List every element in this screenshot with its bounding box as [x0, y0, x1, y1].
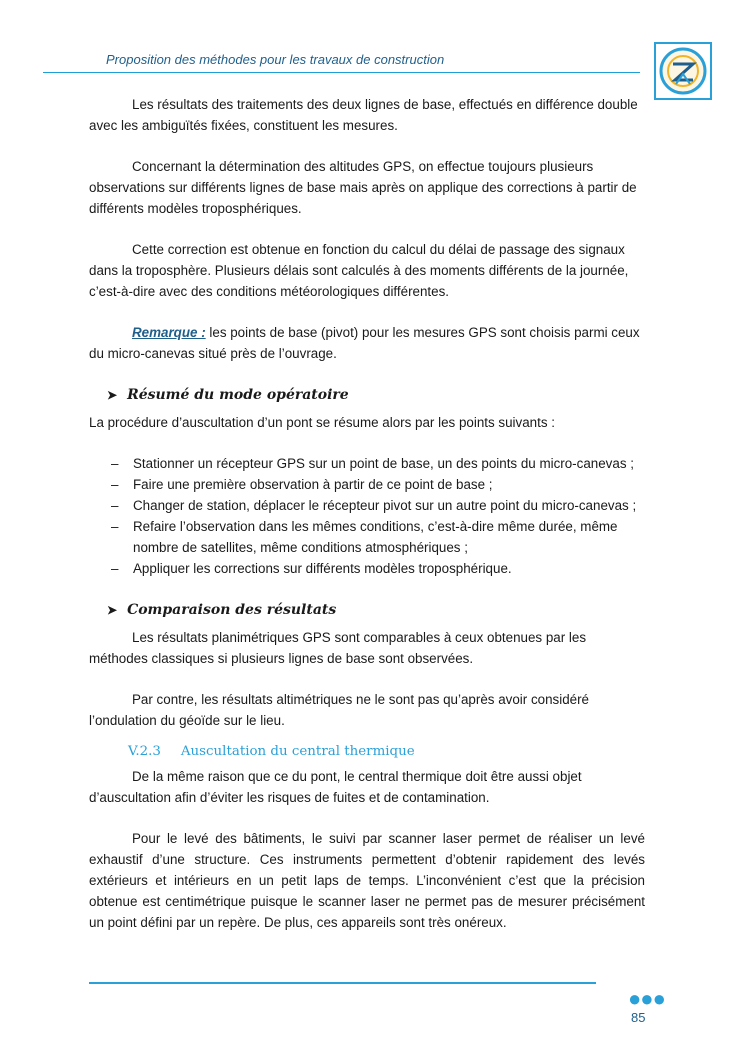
- remark-label: Remarque :: [132, 325, 206, 340]
- document-body: [89, 94, 645, 933]
- list-item-text: Changer de station, déplacer le récepteur pivot sur un autre point du micro-canevas ;: [133, 498, 637, 513]
- dash-list: [89, 453, 645, 579]
- section-title: Auscultation du central thermique: [180, 744, 415, 759]
- list-item: [89, 558, 645, 579]
- footer-rule: [89, 982, 596, 984]
- section-number: V.2.3: [128, 744, 161, 759]
- paragraph: Par contre, les résultats altimétriques ne le sont pas qu’après avoir considéré l’ondulation du géoïde sur le lieu.: [89, 692, 590, 728]
- subheading-text: Comparaison des résultats: [127, 602, 337, 618]
- paragraph: Cette correction est obtenue en fonction du calcul du délai de passage des signaux dans la troposphère. Plusieurs délais sont calculés à des moments différents de la journée, c’est-à-dire avec des conditions météorologiques différentes.: [89, 242, 629, 299]
- arrow-bullet-icon: ➤: [107, 603, 118, 617]
- header-title: Proposition des méthodes pour les travaux de construction: [106, 52, 445, 67]
- list-item: [89, 453, 645, 474]
- list-item: [89, 474, 645, 495]
- dash-bullet-icon: –: [111, 519, 119, 534]
- dash-bullet-icon: –: [111, 477, 119, 492]
- page-number: 85: [631, 1010, 646, 1025]
- dash-bullet-icon: –: [111, 498, 119, 513]
- arrow-bullet-icon: ➤: [107, 388, 118, 402]
- paragraph: De la même raison que ce du pont, le central thermique doit être aussi objet d’auscultation afin d’éviter les risques de fuites et de contamination.: [89, 769, 582, 805]
- subheading: [107, 599, 645, 621]
- dash-bullet-icon: –: [111, 561, 119, 576]
- subheading-text: Résumé du mode opératoire: [127, 387, 349, 403]
- list-item: [89, 495, 645, 516]
- list-item-text: Appliquer les corrections sur différents modèles troposphérique.: [133, 561, 512, 576]
- remark-text: les points de base (pivot) pour les mesures GPS sont choisis parmi ceux du micro-canevas situé près de l’ouvrage.: [89, 325, 640, 361]
- header-rule: [43, 72, 640, 73]
- dash-bullet-icon: –: [111, 456, 119, 471]
- list-item-text: Faire une première observation à partir de ce point de base ;: [133, 477, 493, 492]
- remark-paragraph: [89, 322, 645, 364]
- paragraph: Les résultats planimétriques GPS sont comparables à ceux obtenues par les méthodes classiques si plusieurs lignes de base sont observées.: [89, 630, 587, 666]
- paragraph: Concernant la détermination des altitudes GPS, on effectue toujours plusieurs observations sur différents lignes de base mais après on applique des corrections à partir de différents modèles troposphériques.: [89, 159, 637, 216]
- list-item-text: Refaire l’observation dans les mêmes conditions, c’est-à-dire même durée, même nombre de satellites, même conditions atmosphériques ;: [133, 519, 618, 555]
- subheading: [107, 384, 645, 406]
- ellipsis-dots-icon: ●●●: [628, 986, 665, 1011]
- list-item: [89, 516, 645, 558]
- paragraph: Pour le levé des bâtiments, le suivi par scanner laser permet de réaliser un levé exhaustif d’une structure. Ces instruments permettent d’obtenir rapidement des levés extérieurs et intérieurs en un petit laps de temps. L’inconvénient c’est que la précision obtenue est centimétrique puisque le scanner laser ne permet pas de mesurer précisément un point défini par un repère. De plus, ces appareils sont très onéreux.: [89, 831, 645, 930]
- list-item-text: Stationner un récepteur GPS sur un point de base, un des points du micro-canevas ;: [133, 456, 634, 471]
- paragraph: La procédure d’auscultation d’un pont se résume alors par les points suivants :: [89, 415, 555, 430]
- university-crest-logo-icon: [654, 42, 712, 100]
- section-heading: [128, 741, 645, 762]
- paragraph: Les résultats des traitements des deux lignes de base, effectués en différence double avec les ambiguïtés fixées, constituent les mesures.: [89, 97, 638, 133]
